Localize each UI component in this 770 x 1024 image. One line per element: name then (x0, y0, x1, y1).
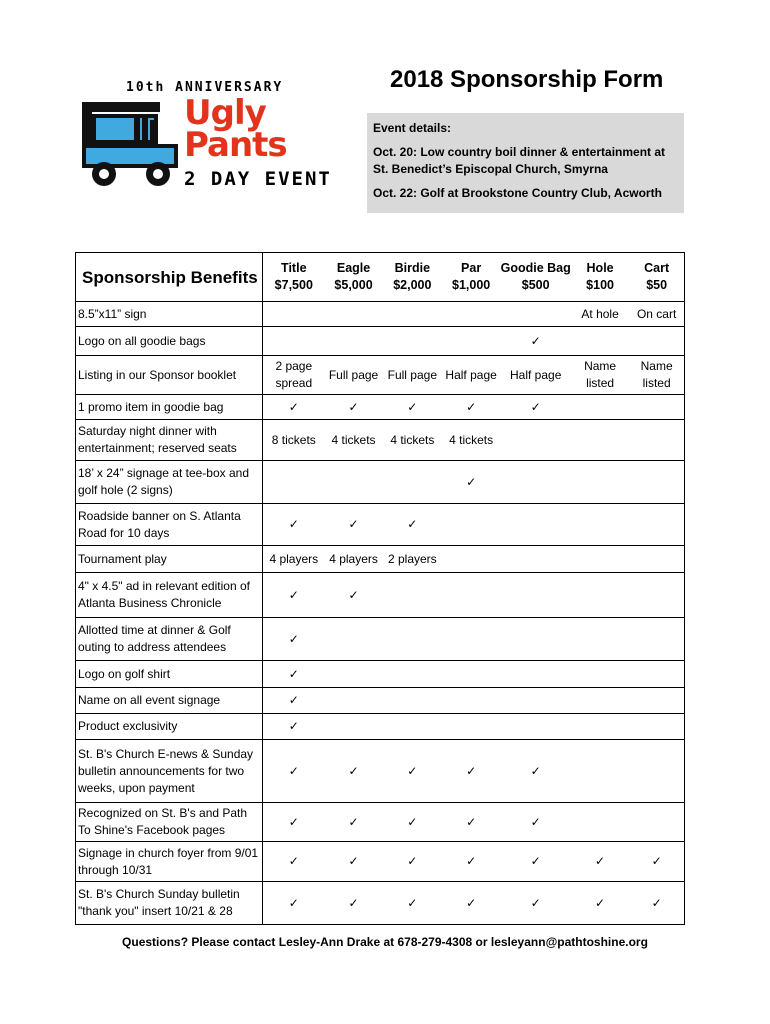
benefit-label: 4" x 4.5" ad in relevant edition of Atlanta Business Chronicle (76, 573, 263, 618)
checkmark-icon: ✓ (263, 395, 324, 420)
level-header (571, 253, 629, 302)
benefit-cell (629, 573, 684, 618)
benefit-cell: Full page (324, 356, 383, 395)
benefit-cell (442, 504, 501, 546)
benefit-cell (629, 661, 684, 688)
checkmark-icon: ✓ (383, 395, 442, 420)
table-row (76, 740, 685, 803)
checkmark-icon: ✓ (383, 740, 442, 803)
table-row (76, 546, 685, 573)
benefit-cell (383, 688, 442, 714)
benefit-cell: Name listed (571, 356, 629, 395)
benefit-cell (629, 714, 684, 740)
benefit-cell (383, 461, 442, 504)
benefit-cell (442, 618, 501, 661)
benefit-cell: 4 tickets (442, 420, 501, 461)
checkmark-icon: ✓ (324, 740, 383, 803)
benefit-cell (324, 661, 383, 688)
benefit-cell (571, 661, 629, 688)
checkmark-icon: ✓ (383, 803, 442, 842)
checkmark-icon: ✓ (629, 842, 684, 882)
benefit-cell (629, 740, 684, 803)
table-row (76, 661, 685, 688)
form-title: 2018 Sponsorship Form (390, 66, 664, 93)
table-row (76, 882, 685, 925)
benefit-label: St. B's Church E-news & Sunday bulletin announcements for two weeks, upon payment (76, 740, 263, 803)
benefit-cell: Half page (442, 356, 501, 395)
benefit-label: 18’ x 24” signage at tee-box and golf hole (2 signs) (76, 461, 263, 504)
checkmark-icon: ✓ (324, 504, 383, 546)
checkmark-icon: ✓ (442, 882, 501, 925)
checkmark-icon: ✓ (263, 688, 324, 714)
benefit-cell (324, 461, 383, 504)
benefit-label: Name on all event signage (76, 688, 263, 714)
benefit-cell (629, 420, 684, 461)
level-header (501, 253, 571, 302)
checkmark-icon: ✓ (501, 740, 571, 803)
benefit-cell: Name listed (629, 356, 684, 395)
checkmark-icon: ✓ (501, 842, 571, 882)
level-price: $100 (586, 278, 614, 292)
benefit-cell (501, 461, 571, 504)
logo-event-text: 2 DAY EVENT (184, 168, 332, 190)
checkmark-icon: ✓ (324, 882, 383, 925)
benefit-cell (442, 688, 501, 714)
benefit-label: Allotted time at dinner & Golf outing to address attendees (76, 618, 263, 661)
checkmark-icon: ✓ (442, 842, 501, 882)
table-row (76, 504, 685, 546)
level-name: Title (281, 261, 307, 275)
checkmark-icon: ✓ (263, 740, 324, 803)
benefit-label: Product exclusivity (76, 714, 263, 740)
benefit-cell (501, 420, 571, 461)
benefit-cell (442, 661, 501, 688)
benefit-cell (629, 504, 684, 546)
benefit-cell (571, 504, 629, 546)
benefit-cell (629, 546, 684, 573)
checkmark-icon: ✓ (571, 882, 629, 925)
benefit-cell: 4 players (324, 546, 383, 573)
checkmark-icon: ✓ (571, 842, 629, 882)
benefits-heading: Sponsorship Benefits (76, 253, 263, 302)
checkmark-icon: ✓ (383, 504, 442, 546)
checkmark-icon: ✓ (263, 803, 324, 842)
logo-anniversary-text: 10th ANNIVERSARY (126, 80, 284, 95)
checkmark-icon: ✓ (442, 740, 501, 803)
checkmark-icon: ✓ (324, 573, 383, 618)
benefit-label: Logo on all goodie bags (76, 327, 263, 356)
benefit-cell: Full page (383, 356, 442, 395)
level-price: $500 (521, 278, 550, 292)
benefit-cell (629, 803, 684, 842)
checkmark-icon: ✓ (263, 618, 324, 661)
benefit-cell (501, 714, 571, 740)
benefit-cell (629, 461, 684, 504)
benefit-cell (324, 688, 383, 714)
table-row (76, 356, 685, 395)
benefit-cell (383, 714, 442, 740)
checkmark-icon: ✓ (501, 395, 571, 420)
benefit-cell: On cart (629, 302, 684, 327)
level-price: $5,000 (334, 278, 373, 292)
level-name: Eagle (336, 261, 371, 275)
table-row (76, 714, 685, 740)
event-dinner-line: Oct. 20: Low country boil dinner & entertainment at St. Benedict’s Episcopal Church, Smyrna (373, 145, 666, 176)
checkmark-icon: ✓ (629, 882, 684, 925)
benefit-cell (324, 327, 383, 356)
table-header-row (76, 253, 685, 302)
benefit-cell (571, 420, 629, 461)
checkmark-icon: ✓ (383, 842, 442, 882)
benefit-cell (501, 661, 571, 688)
sponsorship-benefits-table (75, 252, 685, 925)
benefit-cell (629, 688, 684, 714)
benefit-label: Signage in church foyer from 9/01 through 10/31 (76, 842, 263, 882)
level-header (383, 253, 442, 302)
level-header (324, 253, 383, 302)
table-row (76, 327, 685, 356)
checkmark-icon: ✓ (501, 803, 571, 842)
benefit-label: Recognized on St. B's and Path To Shine's Facebook pages (76, 803, 263, 842)
benefit-label: Tournament play (76, 546, 263, 573)
checkmark-icon: ✓ (263, 714, 324, 740)
benefit-cell (442, 327, 501, 356)
level-name: Birdie (394, 261, 431, 275)
table-row (76, 618, 685, 661)
level-name: Par (461, 261, 482, 275)
benefit-label: Logo on golf shirt (76, 661, 263, 688)
checkmark-icon: ✓ (383, 882, 442, 925)
table-row (76, 688, 685, 714)
benefit-label: 1 promo item in goodie bag (76, 395, 263, 420)
benefit-cell (383, 302, 442, 327)
checkmark-icon: ✓ (263, 504, 324, 546)
benefit-cell: At hole (571, 302, 629, 327)
checkmark-icon: ✓ (442, 461, 501, 504)
checkmark-icon: ✓ (501, 882, 571, 925)
benefit-label: Saturday night dinner with entertainment; reserved seats (76, 420, 263, 461)
benefit-cell: 4 tickets (383, 420, 442, 461)
benefit-cell: 8 tickets (263, 420, 324, 461)
benefit-cell (629, 395, 684, 420)
benefit-cell (324, 618, 383, 661)
benefit-cell (501, 546, 571, 573)
golf-cart-icon (76, 90, 184, 194)
benefit-label: Listing in our Sponsor booklet (76, 356, 263, 395)
table-row (76, 461, 685, 504)
event-details-box (367, 113, 684, 213)
benefit-cell (501, 688, 571, 714)
table-row (76, 842, 685, 882)
benefit-cell: 2 players (383, 546, 442, 573)
checkmark-icon: ✓ (263, 842, 324, 882)
checkmark-icon: ✓ (324, 803, 383, 842)
level-price: $7,500 (274, 278, 313, 292)
benefit-cell (383, 327, 442, 356)
event-logo (76, 80, 334, 196)
checkmark-icon: ✓ (263, 882, 324, 925)
benefit-cell (263, 327, 324, 356)
benefit-cell (501, 573, 571, 618)
checkmark-icon: ✓ (263, 573, 324, 618)
benefit-label: 8.5”x11” sign (76, 302, 263, 327)
benefit-cell (324, 302, 383, 327)
table-row (76, 395, 685, 420)
table-row (76, 420, 685, 461)
benefit-cell: 2 page spread (263, 356, 324, 395)
checkmark-icon: ✓ (263, 661, 324, 688)
benefit-cell (571, 395, 629, 420)
level-price: $50 (646, 278, 668, 292)
benefit-cell (571, 573, 629, 618)
benefit-cell (571, 740, 629, 803)
logo-ugly-text: Ugly (184, 93, 266, 133)
benefit-cell (383, 573, 442, 618)
benefit-cell: Half page (501, 356, 571, 395)
checkmark-icon: ✓ (442, 803, 501, 842)
benefit-cell (571, 688, 629, 714)
benefit-cell: 4 players (263, 546, 324, 573)
level-header (629, 253, 684, 302)
benefit-cell: 4 tickets (324, 420, 383, 461)
checkmark-icon: ✓ (324, 842, 383, 882)
logo-pants-text: Pants (184, 125, 287, 165)
table-row (76, 302, 685, 327)
benefit-cell (571, 803, 629, 842)
level-name: Goodie Bag (500, 261, 571, 275)
level-header (442, 253, 501, 302)
benefit-cell (263, 461, 324, 504)
benefit-cell (501, 618, 571, 661)
benefit-cell (571, 618, 629, 661)
benefit-cell (501, 302, 571, 327)
table-row (76, 803, 685, 842)
level-price: $2,000 (393, 278, 432, 292)
event-details-heading: Event details: (373, 121, 452, 135)
benefit-cell (571, 546, 629, 573)
benefit-cell (442, 573, 501, 618)
table-row (76, 573, 685, 618)
benefit-cell (324, 714, 383, 740)
checkmark-icon: ✓ (442, 395, 501, 420)
benefit-cell (442, 714, 501, 740)
benefit-cell (442, 546, 501, 573)
benefit-cell (383, 661, 442, 688)
benefit-label: Roadside banner on S. Atlanta Road for 10 days (76, 504, 263, 546)
benefit-cell (629, 327, 684, 356)
event-golf-line: Oct. 22: Golf at Brookstone Country Club, Acworth (373, 186, 662, 200)
level-name: Cart (644, 261, 670, 275)
checkmark-icon: ✓ (324, 395, 383, 420)
benefit-cell (383, 618, 442, 661)
benefit-cell (629, 618, 684, 661)
level-price: $1,000 (452, 278, 491, 292)
level-name: Hole (586, 261, 614, 275)
benefit-cell (571, 461, 629, 504)
benefit-cell (571, 327, 629, 356)
level-header (263, 253, 324, 302)
benefit-cell (571, 714, 629, 740)
benefit-cell (501, 504, 571, 546)
checkmark-icon: ✓ (501, 327, 571, 356)
contact-footer: Questions? Please contact Lesley-Ann Drake at 678-279-4308 or lesleyann@pathtoshine.org (122, 935, 648, 949)
benefit-cell (442, 302, 501, 327)
benefit-label: St. B's Church Sunday bulletin "thank you" insert 10/21 & 28 (76, 882, 263, 925)
benefit-cell (263, 302, 324, 327)
